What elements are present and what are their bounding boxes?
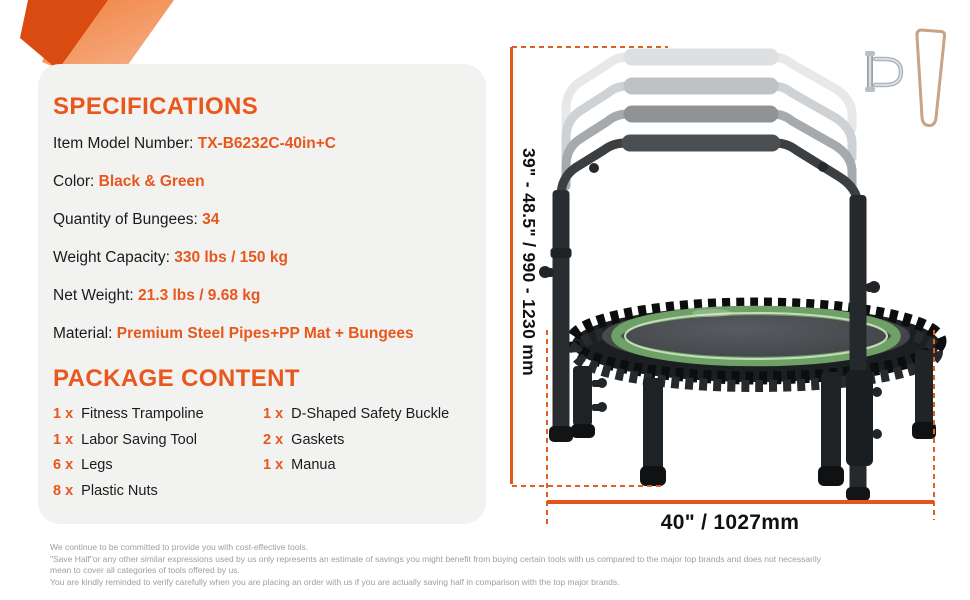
item-qty: 6 x [53, 457, 74, 473]
width-extension-line-left [546, 330, 548, 524]
width-extension-line-right [933, 330, 935, 520]
height-extension-line-bottom [512, 485, 662, 487]
item-qty: 1 x [53, 431, 74, 448]
package-column-1 [53, 405, 263, 507]
d-shaped-buckle-icon [865, 51, 901, 92]
package-column-2 [263, 405, 468, 507]
spec-label: Item Model Number: [53, 135, 194, 152]
item-name: Plastic Nuts [81, 482, 158, 499]
package-item [53, 482, 263, 500]
item-name: Labor Saving Tool [81, 431, 197, 448]
item-qty: 1 x [263, 457, 284, 473]
package-item [53, 405, 263, 423]
footnote-line: You are kindly reminded to verify carefully when you are placing an order with us if you are actually saving half in comparison with the top major brands. [50, 576, 620, 587]
width-dimension-line [547, 500, 934, 504]
width-dimension-label: 40" / 1027mm [660, 511, 800, 534]
labor-saving-tool-icon [917, 30, 945, 126]
spec-value: 34 [202, 211, 220, 228]
specifications-title: SPECIFICATIONS [53, 93, 259, 120]
spec-value: 330 lbs / 150 kg [174, 249, 288, 266]
package-item [53, 431, 263, 449]
package-item [263, 405, 468, 423]
item-qty: 8 x [53, 482, 74, 499]
spec-value: 21.3 lbs / 9.68 kg [138, 287, 261, 304]
item-name: D-Shaped Safety Buckle [291, 406, 450, 422]
trampoline-bed [572, 304, 940, 386]
handlebar-current [561, 143, 858, 240]
height-dimension-line [510, 47, 513, 484]
package-item [263, 456, 468, 474]
package-item [263, 431, 468, 449]
footnote-line: "Save Half"or any other similar expressions used by us only represents an estimate of savings you might benefit from buying certain tools with us compared to the major top brands and does not necessarily [50, 553, 821, 564]
item-name: Gaskets [291, 431, 345, 448]
spec-row-capacity [53, 248, 468, 267]
spec-value: Premium Steel Pipes+PP Mat + Bungees [116, 325, 414, 342]
height-extension-line-top [512, 46, 668, 48]
item-name: Fitness Trampoline [81, 406, 204, 422]
spec-value: Black & Green [98, 173, 205, 190]
spec-row-model [53, 134, 468, 153]
package-item [53, 456, 263, 474]
spec-row-color [53, 172, 468, 191]
spec-label: Material: [53, 325, 113, 342]
item-name: Manua [291, 457, 336, 473]
item-name: Legs [81, 457, 113, 473]
spec-label: Color: [53, 173, 95, 190]
package-list [53, 405, 468, 507]
spec-label: Net Weight: [53, 287, 134, 304]
item-qty: 1 x [263, 406, 284, 422]
package-content-title: PACKAGE CONTENT [53, 365, 300, 392]
height-dimension-label: 39" - 48.5" / 990 - 1230 mm [519, 147, 539, 377]
spec-value: TX-B6232C-40in+C [197, 135, 336, 152]
spec-label: Weight Capacity: [53, 249, 170, 266]
spec-row-bungees [53, 210, 468, 229]
item-qty: 2 x [263, 431, 284, 448]
spec-row-material [53, 324, 468, 343]
trampoline-illustration [495, 20, 970, 525]
footnote-line: We continue to be committed to provide you with cost-effective tools. [50, 542, 309, 552]
spec-label: Quantity of Bungees: [53, 211, 198, 228]
footnote-line: mean to cover all categories of tools offered by us. [50, 565, 240, 576]
item-qty: 1 x [53, 406, 74, 422]
disclaimer-footnotes [50, 542, 930, 588]
spec-card [38, 64, 486, 524]
spec-row-weight [53, 286, 468, 305]
